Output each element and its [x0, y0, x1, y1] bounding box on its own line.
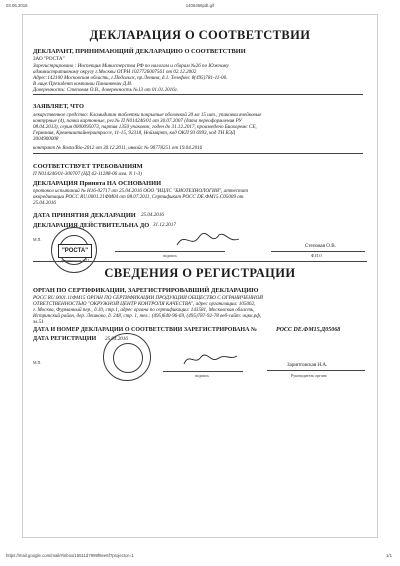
declares-line: 3004900008: [33, 136, 59, 142]
print-url[interactable]: https://mail.google.com/mail/#inbox/15511d7999f8ee6f?projector=1: [6, 553, 134, 558]
certification-body-line: РОСС RU.0001.11ФМ15 ОРГАН ПО СЕРТИФИКАЦИИ ПРОДУКЦИИ ОБЩЕСТВО С ОГРАНИЧЕННОЙ: [33, 295, 263, 301]
requirements-heading: СООТВЕТСТВУЕТ ТРЕБОВАНИЯМ: [33, 163, 143, 170]
head-role: Руководитель органа: [291, 373, 327, 378]
fio-caption: Ф.И.О: [311, 253, 322, 258]
applicant-line: В лице:Президент компании Панинкевич Д.И.: [33, 81, 133, 87]
stamp-place-label: М.П.: [33, 360, 42, 365]
certification-body-stamp: [103, 333, 151, 381]
signature-line: [115, 251, 225, 252]
applicant-line: Доверенность: Степовая О.В., доверенность №13 от 01.01.2016г.: [33, 87, 178, 93]
accepted-date-value: 25.04.2016: [141, 212, 164, 218]
certification-body-heading: ОРГАН ПО СЕРТИФИКАЦИИ, ЗАРЕГИСТРИРОВАВШИЙ ДЕКЛАРАЦИЮ: [33, 287, 259, 294]
print-page-number: 1/1: [386, 553, 392, 558]
declares-line: контурные (4), пачки картонные, рег.№ П N014246/01 от 30.07.2007 (дата переоформления РУ: [33, 118, 242, 124]
basis-line: 25.04.2016: [33, 200, 56, 206]
stamp-company-name: "РОСТА": [58, 244, 92, 258]
certification-body-line: г. Москва, Фурманный пер., д.10, стр.1, адрес органа по сертификации: 143581, Московская область,: [33, 307, 255, 313]
document-title: ДЕКЛАРАЦИЯ О СООТВЕТСТВИИ: [89, 28, 311, 42]
registration-date-label: ДАТА РЕГИСТРАЦИИ: [33, 336, 97, 342]
requirements-line: П N014246/01-300707 (НД 42-11288-06 изм. N 1-3): [33, 171, 142, 177]
fio-line: [271, 251, 365, 252]
head-name: Зариптовская Н.А.: [287, 362, 328, 368]
declares-line: лекарственное средство: Кламидипин таблетки покрытые оболочкой 20 мг 15 шт., упаковки ячейковые: [33, 112, 262, 118]
print-filename: 1406466pdt.gif: [185, 3, 215, 8]
applicant-line: административному округу г.Москвы ОГРН 1027726007561 от 02.12.2002: [33, 69, 197, 75]
valid-until-value: 31.12.2017: [153, 222, 176, 228]
stamp-place-label: М.П.: [33, 237, 42, 242]
signature-line: [163, 371, 243, 372]
registration-title: СВЕДЕНИЯ О РЕГИСТРАЦИИ: [104, 266, 296, 280]
basis-line: протокол испытаний № Н16-02717 от 25.04.2016 ООО "ИЦЛС "БИОТЕХНОЛОГИЯ", аттестат: [33, 188, 248, 194]
declaration-document: [22, 14, 378, 538]
applicant-line: Адрес:142100 Московская область, г.Подольск, пр.Ленина, д.1. Телефон: 8(495)781-11-00.: [33, 75, 228, 81]
basis-line: аккредитации РОСС RU.0001.21ФМ04 от 08.07.2011, Сертификат РОСС DE.ФМ15.С05009 от: [33, 194, 244, 200]
signer-name: Степовая О.В.: [305, 243, 336, 249]
signature-caption: подпись: [195, 373, 209, 378]
declares-line: Германия, Кремништайнерштрассе, 11-15, 92318, Ноймаркт, код ОКП 93 6993, код ТН ВЭД: [33, 130, 236, 136]
accepted-date-label: ДАТА ПРИНЯТИЯ ДЕКЛАРАЦИИ: [33, 212, 136, 219]
declares-line: 08.04.2013), серия 0000095073, партия 1350 упаковок, годен до 31.12.2017, произведено Биохоремс СЕ,: [33, 124, 257, 130]
basis-heading: ДЕКЛАРАЦИЯ Принята НА ОСНОВАНИИ: [33, 180, 162, 187]
declares-line: контракт № Rosta/Bio-2012 от 30.12.2011, инвойс № 90778251 от 19.04.2016: [33, 145, 203, 151]
registration-number-value: РОСС DE.ФМ15.Д05068: [276, 327, 341, 333]
divider: [33, 261, 367, 262]
print-date: 03.06.2016: [6, 3, 28, 8]
registration-date-value: 25.04.2016: [105, 336, 128, 342]
registration-number-label: ДАТА И НОМЕР ДЕКЛАРАЦИИ О СООТВЕТСТВИИ ЗАРЕГИСТРИРОВАНА №: [33, 327, 257, 333]
certification-body-line: Истринский район, дер. Лешково, д. 248, стр. 1, тел.: (495)640-96-69, (495)787-92-78 веб-сайт: оцкк.рф,: [33, 313, 262, 319]
declares-heading: ЗАЯВЛЯЕТ, ЧТО: [33, 103, 84, 110]
applicant-line: Зарегистрировано : Инспекция Министерства РФ по налогам и сборам №26 по Южному: [33, 63, 229, 69]
signature-1: [173, 229, 243, 251]
valid-until-label: ДЕКЛАРАЦИЯ ДЕЙСТВИТЕЛЬНА ДО: [33, 222, 150, 229]
applicant-heading: ДЕКЛАРАНТ, ПРИНИМАЮЩИЙ ДЕКЛАРАЦИЮ О СООТВЕТСТВИИ: [33, 48, 246, 55]
divider: [33, 153, 363, 154]
certification-body-line: эл.51: [33, 319, 44, 325]
applicant-name: ЗАО "РОСТА": [33, 56, 65, 62]
signature-caption: подпись: [163, 253, 177, 258]
certification-body-line: ОТВЕТСТВЕННОСТЬЮ "ОКРУЖНОЙ ЦЕНТР КОНТРОЛЯ КАЧЕСТВА", адрес организации: 105062,: [33, 301, 256, 307]
stamp-number: доверенность №11: [60, 259, 90, 263]
role-line: [267, 370, 365, 371]
signature-2: [181, 348, 239, 370]
divider: [33, 94, 363, 95]
